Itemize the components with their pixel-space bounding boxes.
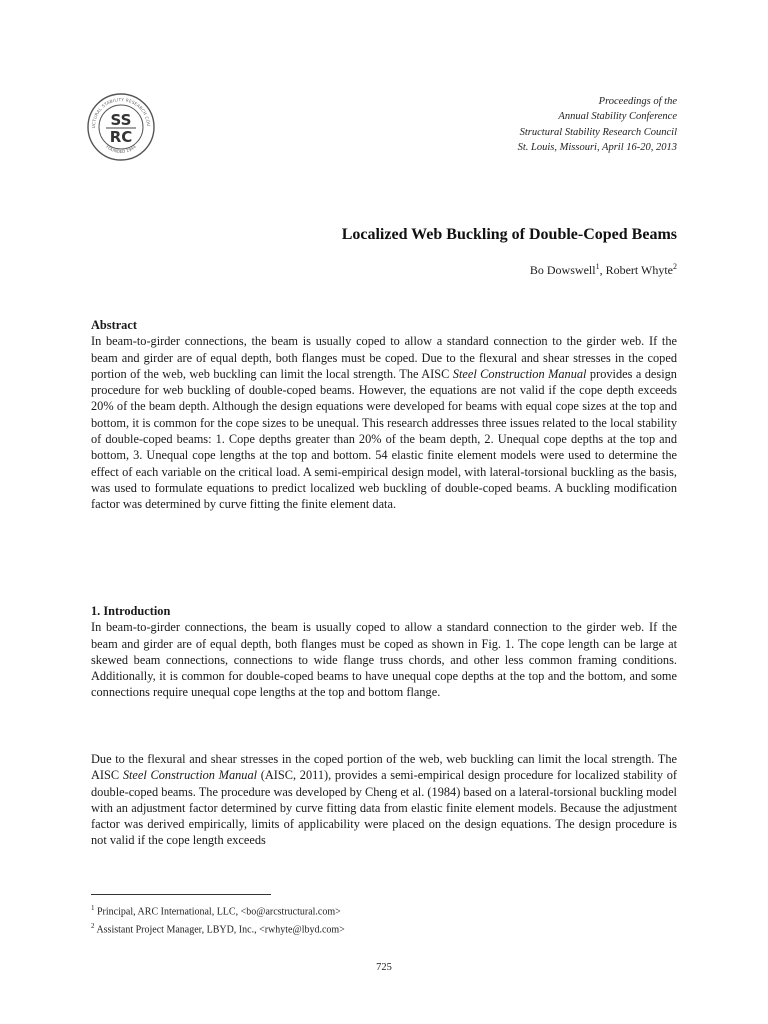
introduction-section: [91, 603, 677, 701]
proceedings-line-4: St. Louis, Missouri, April 16-20, 2013: [517, 141, 677, 153]
seal-letters-bottom: RC: [109, 128, 133, 146]
abstract-text-part-2: provides a design procedure for web buckling of double-coped beams. However, the equations are not valid if the cope depth exceeds 20% of the beam depth. Although the design equations were developed for beams with equal cope sizes at the top and bottom, it is common for the cope sizes to be unequal. This research addresses three issues related to the local stability of double-coped beams: 1. Cope depths greater than 20% of the beam depth, 2. Unequal cope depths at the top and bottom, 3. Unequal cope lengths at the top and bottom. 54 elastic finite element models were used to determine the effect of each variable on the critical load. A semi-empirical design model, with lateral-torsional buckling as the basis, was used to formulate equations to predict localized web buckling of double-coped beams. A buckling modification factor was determined by curve fitting the finite element data.: [91, 366, 677, 512]
abstract-manual-title: Steel Construction Manual: [452, 366, 587, 381]
proceedings-line-3: Structural Stability Research Council: [519, 126, 677, 138]
seal-ring-text-top: UCTURAL STABILITY RESEARCH COU: [90, 96, 152, 129]
introduction-heading: 1. Introduction: [91, 604, 171, 618]
footnote-2-text: Assistant Project Manager, LBYD, Inc., <rwhyte@lbyd.com>: [94, 924, 345, 936]
footnote-2: [91, 919, 345, 937]
paragraph-2-manual-title: Steel Construction Manual: [122, 768, 258, 783]
footnote-divider: [91, 894, 271, 895]
proceedings-line-1: Proceedings of the: [598, 96, 677, 107]
introduction-paragraph-2: [91, 751, 677, 849]
abstract-text: [91, 333, 677, 512]
author-2: Robert Whyte: [605, 263, 673, 277]
proceedings-header: [518, 94, 677, 155]
footnotes: [91, 901, 345, 938]
paragraph-2-part-1: Due to the flexural and shear stresses in the coped portion of the web, web buckling can limit the local strength. The AISC: [91, 752, 677, 783]
footnote-1: [91, 901, 345, 919]
author-separator: ,: [599, 263, 606, 277]
page-number: 725: [376, 962, 392, 973]
proceedings-line-2: Annual Stability Conference: [558, 111, 677, 123]
footnote-2-mark: 2: [91, 922, 95, 931]
footnote-1-mark: 1: [91, 904, 95, 912]
ssrc-seal-icon: [86, 92, 156, 162]
introduction-paragraph-1: In beam-to-girder connections, the beam is usually coped to allow a standard connection to the girder web. If the beam and girder are of equal depth, both flanges must be coped as shown in Fig. 1. The cope length can be large at skewed beam connections, connections to wide flange truss chords, and other less common framing conditions. Additionally, it is common for double-coped beams to have unequal cope depths at the top and the bottom, and some connections require unequal cope lengths at the top and bottom flange.: [91, 620, 677, 700]
paragraph-2-part-2: (AISC, 2011), provides a semi-empirical design procedure for localized stability of double-coped beams. The procedure was developed by Cheng et al. (1984) based on a lateral-torsional buckling model with an adjustment factor determined by curve fitting data from elastic finite element models. Because the adjustment factor was derived empirically, limits of applicability were placed on the design equations. The design procedure is not valid if the cope length exceeds: [91, 768, 678, 848]
abstract-text-part-1: In beam-to-girder connections, the beam is usually coped to allow a standard connection to the girder web. If the beam and girder are of equal depth, both flanges must be coped. Due to the flexural and shear stresses in the coped portion of the web, web buckling can limit the local strength. The AISC: [91, 334, 677, 381]
abstract-heading: Abstract: [91, 318, 137, 332]
footnote-1-text: Principal, ARC International, LLC, <bo@arcstructural.com>: [94, 906, 341, 918]
author-1: Bo Dowswell: [529, 263, 596, 277]
author-line: [530, 262, 677, 278]
abstract-section: [91, 317, 677, 513]
author-2-footnote-mark: 2: [673, 262, 677, 271]
seal-letters-top: SS: [110, 111, 132, 129]
author-1-footnote-mark: 1: [595, 262, 600, 271]
paper-title: Localized Web Buckling of Double-Coped Beams: [341, 226, 677, 243]
seal-ring-text-bottom: FOUNDED 1944: [105, 144, 137, 155]
